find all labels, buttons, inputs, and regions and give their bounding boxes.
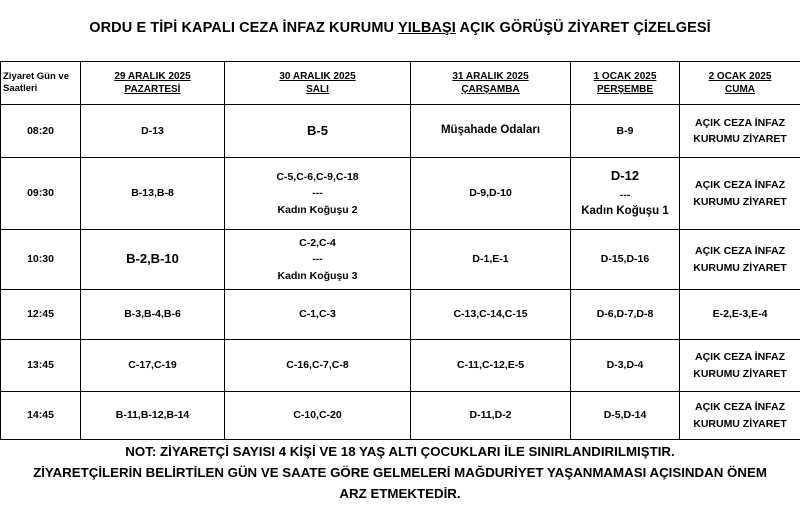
header-date: 29 ARALIK 2025 (114, 71, 191, 82)
table-cell: C-13,C-14,C-15 (411, 290, 571, 340)
cell-line: Kadın Koğuşu 1 (581, 204, 669, 217)
table-cell: D-6,D-7,D-8 (571, 290, 680, 340)
cell-line: KURUMU ZİYARET (693, 417, 787, 430)
header-col-2 (411, 62, 571, 105)
header-day: ÇARŞAMBA (461, 84, 520, 95)
cell-line: AÇIK CEZA İNFAZ (694, 116, 786, 129)
table-cell: E-2,E-3,E-4 (680, 290, 800, 340)
table-cell: C-17,C-19 (81, 340, 225, 392)
title-part2: AÇIK GÖRÜŞÜ ZİYARET ÇİZELGESİ (459, 20, 711, 36)
header-date: 30 ARALIK 2025 (279, 71, 356, 82)
table-row (1, 290, 800, 340)
table-cell (571, 158, 680, 230)
note-line-1: NOT: ZİYARETÇİ SAYISI 4 KİŞİ VE 18 YAŞ ALTI ÇOCUKLARI İLE SINIRLANDIRILMIŞTIR. (125, 444, 675, 459)
cell-separator: --- (619, 188, 631, 201)
note-line-3: ARZ ETMEKTEDİR. (339, 486, 461, 501)
time-cell: 09:30 (1, 158, 81, 230)
cell-separator: --- (312, 253, 323, 266)
table-row (1, 340, 800, 392)
cell-line: D-12 (610, 168, 640, 184)
footer-note (0, 441, 800, 504)
table-cell (680, 158, 800, 230)
time-cell: 14:45 (1, 392, 81, 440)
table-cell: B-13,B-8 (81, 158, 225, 230)
cell-line: AÇIK CEZA İNFAZ (694, 351, 786, 364)
table-row (1, 158, 800, 230)
time-cell: 12:45 (1, 290, 81, 340)
table-cell: D-9,D-10 (411, 158, 571, 230)
cell-separator: --- (312, 187, 323, 200)
header-date: 2 OCAK 2025 (708, 71, 772, 82)
table-cell: D-11,D-2 (411, 392, 571, 440)
table-cell: B-5 (225, 105, 411, 158)
table-row (1, 230, 800, 290)
table-cell: B-2,B-10 (81, 230, 225, 290)
header-date: 31 ARALIK 2025 (452, 71, 529, 82)
table-cell: C-11,C-12,E-5 (411, 340, 571, 392)
table-cell: B-9 (571, 105, 680, 158)
header-row (1, 62, 800, 105)
cell-line: AÇIK CEZA İNFAZ (694, 245, 786, 258)
header-day: PAZARTESİ (124, 84, 181, 95)
header-day: PERŞEMBE (596, 84, 654, 95)
table-cell: C-1,C-3 (225, 290, 411, 340)
table-row (1, 105, 800, 158)
table-cell (225, 230, 411, 290)
table-row (1, 392, 800, 440)
table-cell (680, 105, 800, 158)
table-cell (680, 230, 800, 290)
cell-line: AÇIK CEZA İNFAZ (694, 401, 786, 414)
cell-line: Kadın Koğuşu 3 (277, 269, 358, 282)
note-line-2: ZİYARETÇİLERİN BELİRTİLEN GÜN VE SAATE GÖRE GELMELERİ MAĞDURİYET YAŞANMAMASI AÇISINDAN ÖNEM (33, 465, 767, 480)
cell-line: KURUMU ZİYARET (693, 195, 787, 208)
table-cell (225, 158, 411, 230)
table-cell (680, 340, 800, 392)
table-cell: D-1,E-1 (411, 230, 571, 290)
table-cell (680, 392, 800, 440)
header-col-1 (225, 62, 411, 105)
table-cell: D-15,D-16 (571, 230, 680, 290)
cell-line: Kadın Koğuşu 2 (277, 203, 358, 216)
header-date: 1 OCAK 2025 (593, 71, 657, 82)
table-cell: C-10,C-20 (225, 392, 411, 440)
cell-line: C-5,C-6,C-9,C-18 (276, 171, 359, 184)
page-title (0, 20, 800, 36)
header-col-0 (81, 62, 225, 105)
header-col-4 (680, 62, 800, 105)
cell-line: KURUMU ZİYARET (693, 367, 787, 380)
cell-line: KURUMU ZİYARET (693, 261, 787, 274)
time-cell: 08:20 (1, 105, 81, 158)
table-cell: B-11,B-12,B-14 (81, 392, 225, 440)
table-cell: D-5,D-14 (571, 392, 680, 440)
time-cell: 13:45 (1, 340, 81, 392)
corner-cell: Ziyaret Gün ve Saatleri (1, 62, 81, 105)
time-cell: 10:30 (1, 230, 81, 290)
cell-line: KURUMU ZİYARET (693, 133, 787, 145)
title-part1: ORDU E TİPİ KAPALI CEZA İNFAZ KURUMU (89, 20, 395, 36)
title-highlight: YILBAŞI (397, 20, 456, 36)
table-cell: B-3,B-4,B-6 (81, 290, 225, 340)
table-cell: D-3,D-4 (571, 340, 680, 392)
table-cell: D-13 (81, 105, 225, 158)
table-cell: Müşahade Odaları (411, 105, 571, 158)
table-cell: C-16,C-7,C-8 (225, 340, 411, 392)
schedule-table (0, 61, 800, 440)
header-col-3 (571, 62, 680, 105)
cell-line: AÇIK CEZA İNFAZ (694, 179, 786, 192)
header-day: SALI (306, 84, 329, 95)
header-day: CUMA (725, 84, 755, 95)
cell-line: C-2,C-4 (299, 237, 336, 250)
